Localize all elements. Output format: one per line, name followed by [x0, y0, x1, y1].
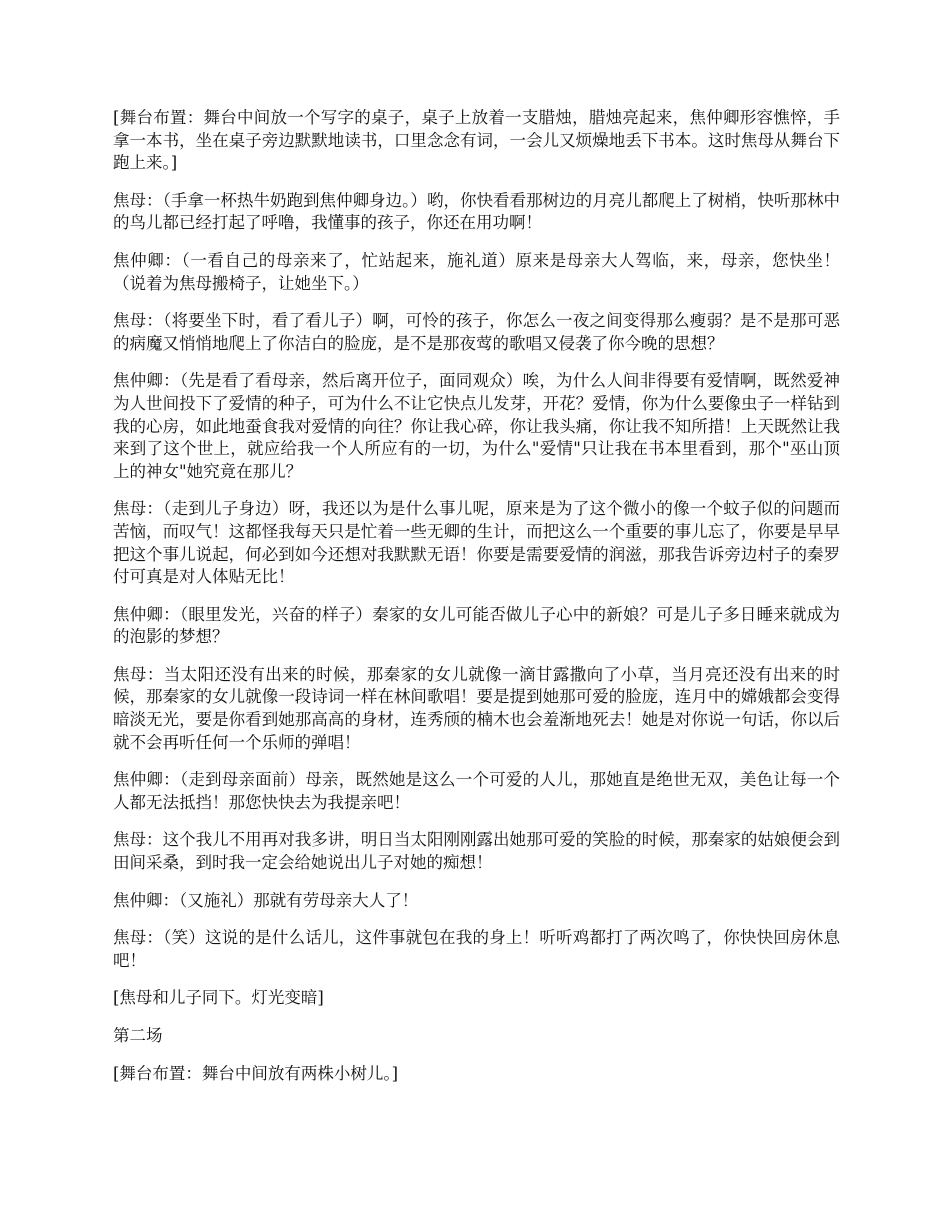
dialogue-paragraph: 焦母：（手拿一杯热牛奶跑到焦仲卿身边。）哟，你快看看那树边的月亮儿都爬上了树梢，快听那林中的鸟儿都已经打起了呼噜，我懂事的孩子，你还在用功啊！ [113, 190, 840, 233]
dialogue-paragraph: 焦仲卿：（走到母亲面前）母亲，既然她是这么一个可爱的人儿，那她直是绝世无双，美色让每一个人都无法抵挡！那您快快去为我提亲吧！ [113, 770, 840, 812]
dialogue-paragraph: 焦母：（笑）这说的是什么话儿，这件事就包在我的身上！听听鸡都打了两次鸣了，你快快回房休息吧！ [113, 928, 840, 970]
dialogue-paragraph: 焦母：当太阳还没有出来的时候，那秦家的女儿就像一滴甘露撒向了小草，当月亮还没有出来的时候，那秦家的女儿就像一段诗词一样在林间歌唱！要是提到她那可爱的脸庞，连月中的嫦娥都会变得暗淡无光，要是你看到她那高高的身材，连秀颀的楠木也会羞渐地死去！她是对你说一句话，你以后就不会再听任何一个乐师的弹唱！ [113, 664, 840, 752]
dialogue-paragraph: 焦母：这个我儿不用再对我多讲，明日当太阳刚刚露出她那可爱的笑脸的时候，那秦家的姑娘便会到田间采桑，到时我一定会给她说出儿子对她的痴想！ [113, 830, 840, 873]
stage-direction-scene-one: [舞台布置：舞台中间放一个写字的桌子，桌子上放着一支腊烛，腊烛亮起来，焦仲卿形容憔悴，手拿一本书，坐在桌子旁边默默地读书，口里念念有词，一会儿又烦燥地丢下书本。这时焦母从舞台下跑上来。] [113, 108, 840, 173]
dialogue-paragraph: 焦母：（走到儿子身边）呀，我还以为是什么事儿呢，原来是为了这个微小的像一个蚊子似的问题而苦恼，而叹气！这都怪我每天只是忙着一些无卿的生计，而把这么一个重要的事儿忘了，你要是早早把这个事儿说起，何必到如今还想对我默默无语！你要是需要爱情的润滋，那我告诉旁边村子的秦罗付可真是对人体贴无比！ [113, 499, 840, 587]
dialogue-paragraph: 焦仲卿：（一看自己的母亲来了，忙站起来，施礼道）原来是母亲大人驾临，来，母亲，您快坐！（说着为焦母搬椅子，让她坐下。） [113, 250, 840, 293]
scene-heading: 第二场 [113, 1026, 163, 1045]
stage-direction-scene-two: [舞台布置：舞台中间放有两株小树儿。] [113, 1063, 399, 1083]
dialogue-paragraph: 焦仲卿：（先是看了看母亲，然后离开位子，面同观众）唉，为什么人间非得要有爱情啊，既然爱神为人世间投下了爱情的种子，可为什么不让它快点儿发芽，开花？爱情，你为什么要像虫子一样钻到我的心房，如此地蚕食我对爱情的向往？你让我心碎，你让我头痛，你让我不知所措！上天既然让我来到了这个世上，就应给我一个人所应有的一切，为什么"爱情"只让我在书本里看到，那个"巫山顶上的神女"她究竟在那儿？ [113, 371, 840, 481]
dialogue-paragraph: 焦仲卿：（眼里发光，兴奋的样子）秦家的女儿可能否做儿子心中的新娘？可是儿子多日睡来就成为的泡影的梦想？ [113, 604, 840, 647]
stage-direction-exit: [焦母和儿子同下。灯光变暗] [113, 988, 324, 1008]
dialogue-paragraph: 焦仲卿：（又施礼）那就有劳母亲大人了！ [113, 890, 419, 910]
dialogue-paragraph: 焦母：（将要坐下时，看了看儿子）啊，可怜的孩子，你怎么一夜之间变得那么瘦弱？是不是那可恶的病魔又悄悄地爬上了你洁白的脸庞，是不是那夜莺的歌唱又侵袭了你今晚的思想？ [113, 311, 840, 353]
